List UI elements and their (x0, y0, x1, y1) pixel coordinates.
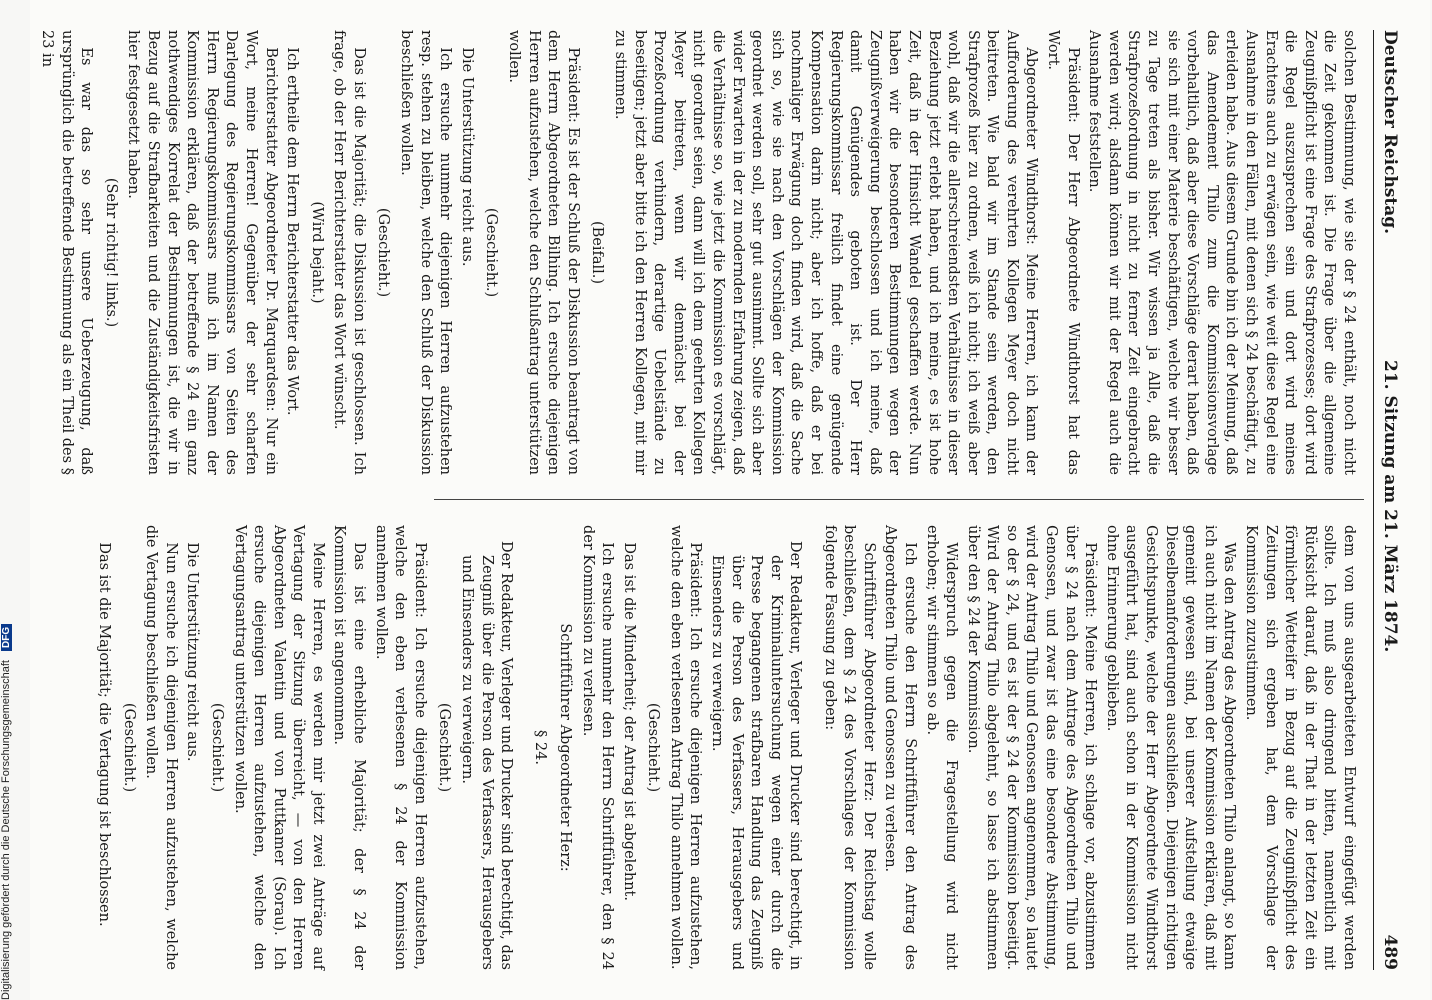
rotated-scan-page (30, 0, 1430, 1000)
paragraph: Die Unterstützung reicht aus. (458, 47, 475, 267)
paragraph: dem von uns ausgearbeiteten Entwurf eingefügt werden sollte. Ich muß also dringend bitten, namentlich mit Rücksicht darauf, daß in der That in der letzten Zeit ein förmlicher Wetteifer in Bezug auf die Zeugnißpflicht des Zeitungen sich ergeben hat, dem Vorschlage der Kommission zuzustimmen. (1243, 525, 1357, 970)
paragraph: solchen Bestimmung, wie sie der § 24 enthält, noch nicht die Zeit gekommen ist. Die Frage über die allgemeine Zeugnißpflicht ist eine Frage des Strafprozesses; dort wird die Regel auszusprechen sein und dort wird meines Erachtens auch zu erwägen sein, wie weit diese Regel eine Ausnahme in den Fällen, mit denen sich § 24 beschäftigt, zu erleiden habe. Aus diesem Grunde bin ich der Meinung, daß das Amendement Thilo zum die Kommissionsvorlage vorbehaltlich, daß aber diese Vorschläge derart haben, daß sie sich mit einer Materie beschäftigen, welche wir besser zu Tage treten als bisher. Wir wissen ja Alle, daß die Strafprozeßordnung in nicht zu ferner Zeit eingebracht werden wird; alsdann können wir mit der Regel auch die Ausnahme feststellen. (1086, 30, 1357, 475)
section-number: § 24. (532, 730, 549, 765)
right-column (91, 525, 1358, 970)
header-page-number: 489 (1380, 934, 1400, 970)
header-publication: Deutscher Reichstag. (1380, 30, 1400, 235)
digitization-credit (0, 0, 18, 1000)
paragraph: Widerspruch gegen die Fragestellung wird nicht erhoben; wir stimmen so ab. (923, 525, 960, 970)
paragraph: Berichterstatter Abgeordneter Dr. Marquardsen: Nur ein Wort, meine Herren! Gegenüber der sehr scharfen Darlegung des Regierungskommissars von Seiten des Herrn Regierungskommissars muß ich im Namen der Kommission erklären, daß der betreffende § 24 ein ganz nothwendiges Korrelat der Bestimmungen ist, die wir in Bezug auf die Strafbarkeiten und die Zuständigkeitsfristen hier festgesetzt haben. (125, 30, 279, 475)
running-head (1373, 30, 1402, 970)
stage-direction: (Geschieht.) (645, 702, 662, 793)
paragraph: Das ist die Minderheit; der Antrag ist abgelehnt. (620, 542, 637, 901)
side-margin (0, 0, 18, 1000)
paragraph: Meine Herren, es werden mir jetzt zwei Anträge auf Vertagung der Sitzung überreicht, — von den Herren Abgeordneten Valentin und von Puttkamer (Sorau). Ich ersuche diejenigen Herren aufzustehen, welche den Vertagungsantrag unterstützen wollen. (231, 525, 326, 970)
stage-direction: (Beifall.) (589, 220, 606, 285)
header-session: 21. Sitzung am 21. März 1874. (1380, 360, 1400, 653)
stage-direction: (Geschieht.) (208, 702, 225, 793)
dfg-logo: DFG (1, 624, 12, 651)
paragraph: Ich ersuche nunmehr den Herrn Schriftführer, den § 24 der Kommission zu verlesen. (579, 525, 616, 970)
paragraph: Abgeordneter Windthorst: Meine Herren, ich kann der Aufforderung des verehrten Kollegen Meyer doch nicht beitreten. Wie bald wir im Stande sein werden, den Strafprozeß hier zu ordnen, weiß ich nicht; ich weiß aber wohl, daß wir die allerschreiendsten Verhältnisse in dieser Beziehung jetzt erlebt haben, und ich meine, es ist hohe Zeit, daß in der Hinsicht Wandel geschaffen werde. Nun haben wir die besonderen Bestimmungen wegen der Zeugnißverweigerung beschlossen und ich meine, daß damit Genügendes geboten ist. Der Herr Regierungskommissar freilich findet eine genügende Kompensation darin nicht; aber ich hoffe, daß er bei nochmaliger Erwägung doch finden wird, daß die Sache sich so, wie sie nach den Vorschlägen der Kommission geordnet werden soll, sehr gut ausnimmt. Sollte sich aber wider Erwarten in der zu modernden Erfahrung zeigen, daß die Verhältnisse so, wie jetzt die Kommission es vorschlägt, nicht geordnet seien, dann will ich dem geehrten Kollegen Meyer beitreten, wenn wir demnächst bei der Prozeßordnung verhindern, derartige Uebelstände zu beseitigen; jetzt aber bitte ich den Herren Kollegen, mit mir zu stimmen. (612, 30, 1040, 475)
stage-direction: (Geschieht.) (375, 207, 392, 298)
left-column (34, 30, 1358, 475)
paragraph: Nun ersuche ich diejenigen Herren aufzustehen, welche die Vertagung beschließen wollen. (143, 525, 179, 970)
paragraph: Es war das so sehr unsere Ueberzeugung, daß ursprünglich die betreffende Bestimmung als ein Theil des § 23 in (39, 30, 95, 475)
paragraph: Präsident: Ich ersuche diejenigen Herren aufzustehen, welche den eben verlesenen Antrag Thilo annehmen wollen. (667, 525, 704, 970)
paragraph: Ich ertheile dem Herrn Berichterstatter das Wort. (284, 47, 301, 416)
paragraph: Präsident: Es ist der Schluß der Diskussion beantragt von dem Herrn Abgeordneten Bilhing. Ich ersuche diejenigen Herren aufzustehen, welche den Schlußantrag unterstützen wollen. (506, 30, 581, 475)
paragraph: Das ist die Majorität; die Diskussion ist geschlossen. Ich frage, ob der Herr Berichterstatter das Wort wünscht. (331, 30, 367, 475)
stage-direction: (Geschieht.) (436, 702, 453, 793)
paragraph: Das ist eine erhebliche Majorität; der § 24 der Kommission ist angenommen. (331, 525, 368, 970)
stage-direction: (Geschieht.) (483, 207, 500, 298)
paragraph: Was den Antrag des Abgeordneten Thilo anlangt, so kann ich auch nicht im Namen der Kommission erklären, daß mit gemeint gewesen sind, bei unserer Aufstellung etwaige Dieselbenanforderungen ausschließen. Diejenigen richtigen Gesichtspunkte, welche der Herr Abgeordnete Windthorst ausgeführt hat, sind auch schon in der Kommission nicht ohne Erinnerung geblieben. (1103, 525, 1238, 970)
stage-direction: (Geschieht.) (120, 702, 137, 793)
credit-text: Digitalisierung gefördert durch die Deutsche Forschungsgemeinschaft (0, 660, 12, 1000)
stage-direction: (Wird bejaht.) (308, 201, 325, 304)
column-divider (434, 499, 1364, 500)
paragraph: Präsident: Ich ersuche diejenigen Herren aufzustehen, welche den eben verlesenen § 24 der Kommission annehmen wollen. (372, 525, 428, 970)
paragraph: Ich ersuche nunmehr diejenigen Herren aufzustehen resp. stehen zu bleiben, welche den Schluß der Diskussion beschließen wollen. (398, 30, 454, 475)
paragraph: Präsident: Der Herr Abgeordnete Windthorst hat das Wort. (1045, 30, 1081, 475)
motion-text: Der Redakteur, Verleger und Drucker sind berechtigt, das Zeugniß über die Person des Verfassers, Herausgebers und Einsenders zu verweigern. (459, 541, 515, 970)
motion-text: Der Redakteur, Verleger und Drucker sind berechtigt, in der Kriminaluntersuchung wegen einer durch die Presse begangenen strafbaren Handlung das Zeugniß über die Person des Verfassers, Herausgebers und Einsenders zu verweigern. (709, 541, 804, 970)
paragraph: Präsident: Meine Herren, ich schlage vor, abzustimmen über § 24 nach dem Antrage des Abgeordneten Thilo und Genossen, und zwar ist das eine besondere Abstimmung, wird der Antrag Thilo und Genossen angenommen, so lautet so der § 24, und es ist der § 24 der Kommission beseitigt. Wird der Antrag Thilo abgelehnt, so lasse ich abstimmen über den § 24 der Kommission. (964, 525, 1099, 970)
paragraph: Das ist die Majorität; die Vertagung ist beschlossen. (95, 542, 112, 927)
stage-direction: (Sehr richtig! links.) (102, 177, 119, 328)
speaker-heading: Schriftführer Abgeordneter Herz: (556, 623, 573, 872)
paragraph: Ich ersuche den Herrn Schriftführer den Antrag des Abgeordneten Thilo und Genossen zu verlesen. (882, 525, 918, 970)
paragraph: Schriftführer Abgeordneter Herz: Der Reichstag wolle beschließen, dem § 24 des Vorschlages der Kommission folgende Fassung zu geben: (821, 525, 877, 970)
paragraph: Die Unterstützung reicht aus. (184, 542, 201, 762)
